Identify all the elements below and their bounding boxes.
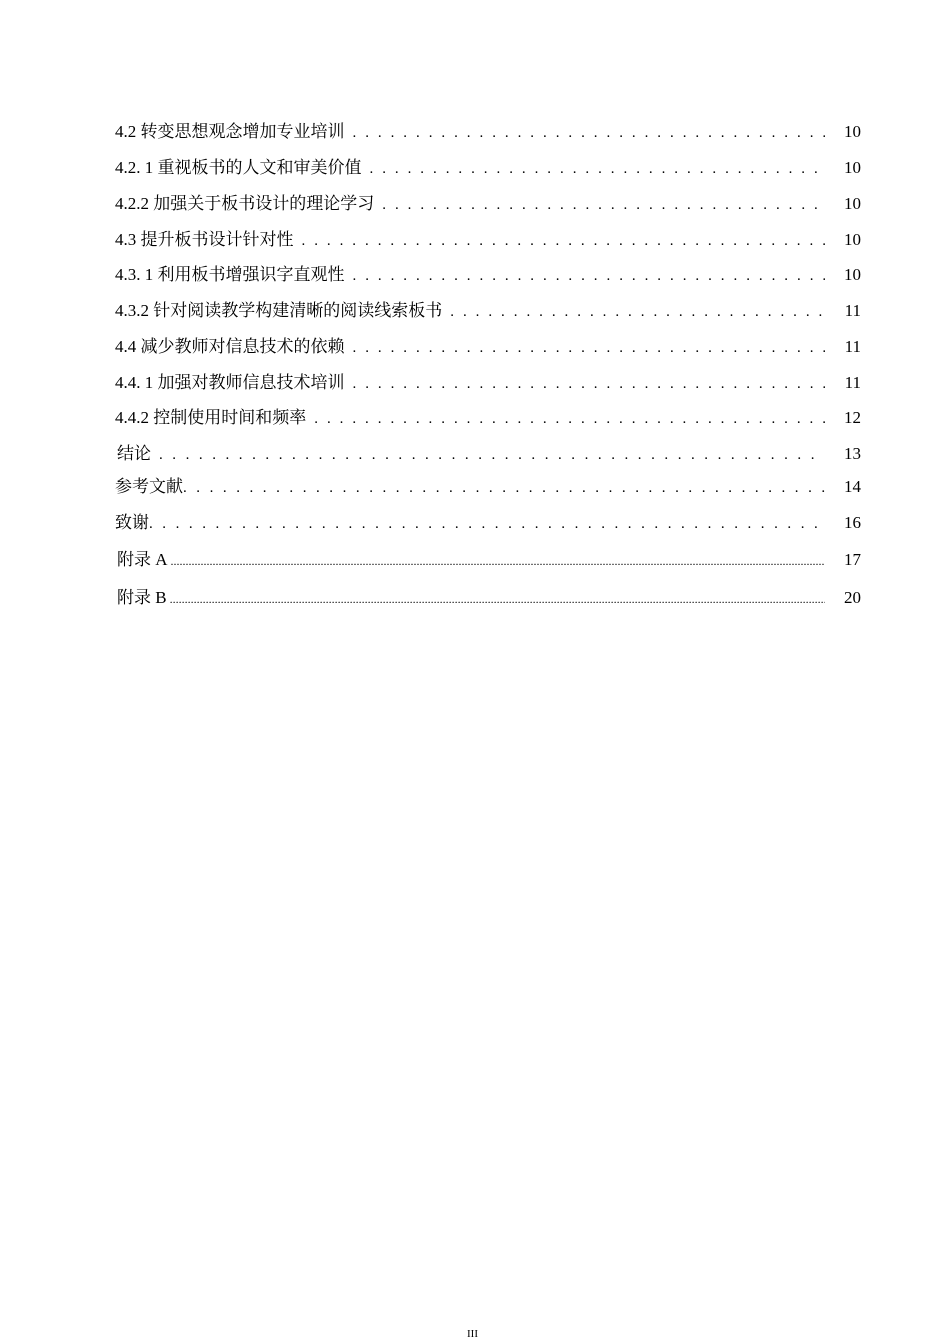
toc-entry-references[interactable] xyxy=(115,477,861,498)
toc-entry-label: 4.2.2 加强关于板书设计的理论学习 xyxy=(115,194,375,213)
toc-entry-4-4-1[interactable] xyxy=(115,373,861,394)
page-number: III xyxy=(467,1328,478,1340)
toc-entry-conclusion[interactable] xyxy=(117,444,861,465)
toc-entry-label: 4.3.2 针对阅读教学构建清晰的阅读线索板书 xyxy=(115,301,443,320)
toc-entry-page: 17 xyxy=(844,550,861,569)
toc-entry-page: 11 xyxy=(844,301,861,320)
toc-entry-label: 参考文献 xyxy=(115,477,183,496)
toc-entry-label: 4.2. 1 重视板书的人文和审美价值 xyxy=(115,158,362,177)
toc-entry-label: 4.4.2 控制使用时间和频率 xyxy=(115,408,307,427)
toc-leader-dots xyxy=(353,123,826,143)
toc-entry-page: 10 xyxy=(844,194,861,213)
toc-entry-page: 10 xyxy=(844,122,861,141)
toc-entry-4-3[interactable] xyxy=(115,230,861,251)
toc-entry-page: 11 xyxy=(844,373,861,392)
toc-entry-acknowledgements[interactable] xyxy=(115,513,861,534)
toc-leader-dots xyxy=(450,302,825,322)
toc-leader-dots xyxy=(149,514,825,534)
toc-entry-label: 4.4. 1 加强对教师信息技术培训 xyxy=(115,373,345,392)
toc-entry-4-4-2[interactable] xyxy=(115,408,861,429)
toc-entry-page: 20 xyxy=(844,588,861,607)
toc-entry-label: 致谢 xyxy=(115,513,149,532)
toc-leader-dots xyxy=(353,266,826,286)
toc-entry-4-2-2[interactable] xyxy=(115,194,861,215)
toc-entry-appendix-a[interactable] xyxy=(117,550,861,571)
toc-entry-label: 4.4 减少教师对信息技术的依赖 xyxy=(115,337,345,356)
toc-entry-4-2[interactable] xyxy=(115,122,861,143)
toc-entry-page: 10 xyxy=(844,230,861,249)
toc-entry-label: 4.2 转变思想观念增加专业培训 xyxy=(115,122,345,141)
toc-entry-page: 11 xyxy=(844,337,861,356)
toc-leader-dots xyxy=(353,338,826,358)
toc-leader-dots xyxy=(382,195,825,215)
toc-entry-4-4[interactable] xyxy=(115,337,861,358)
toc-leader-dots xyxy=(353,374,826,394)
toc-leader-dots xyxy=(302,231,826,251)
toc-leader-dots xyxy=(170,589,825,609)
toc-leader-dots xyxy=(171,551,825,571)
toc-entry-label: 附录 B xyxy=(117,588,167,607)
toc-entry-page: 14 xyxy=(844,477,861,496)
toc-entry-4-3-1[interactable] xyxy=(115,265,861,286)
toc-entry-label: 结论 xyxy=(117,444,151,463)
toc-leader-dots xyxy=(370,159,826,179)
toc-entry-4-2-1[interactable] xyxy=(115,158,861,179)
toc-entry-4-3-2[interactable] xyxy=(115,301,861,322)
toc-entry-label: 附录 A xyxy=(117,550,168,569)
toc-leader-dots xyxy=(159,445,825,465)
toc-leader-dots xyxy=(183,478,825,498)
toc-entry-page: 12 xyxy=(844,408,861,427)
toc-entry-label: 4.3. 1 利用板书增强识字直观性 xyxy=(115,265,345,284)
toc-entry-page: 10 xyxy=(844,158,861,177)
toc-entry-page: 10 xyxy=(844,265,861,284)
toc-entry-appendix-b[interactable] xyxy=(117,588,861,609)
toc-entry-label: 4.3 提升板书设计针对性 xyxy=(115,230,294,249)
toc-entry-page: 16 xyxy=(844,513,861,532)
toc-leader-dots xyxy=(314,409,825,429)
toc-entry-page: 13 xyxy=(844,444,861,463)
